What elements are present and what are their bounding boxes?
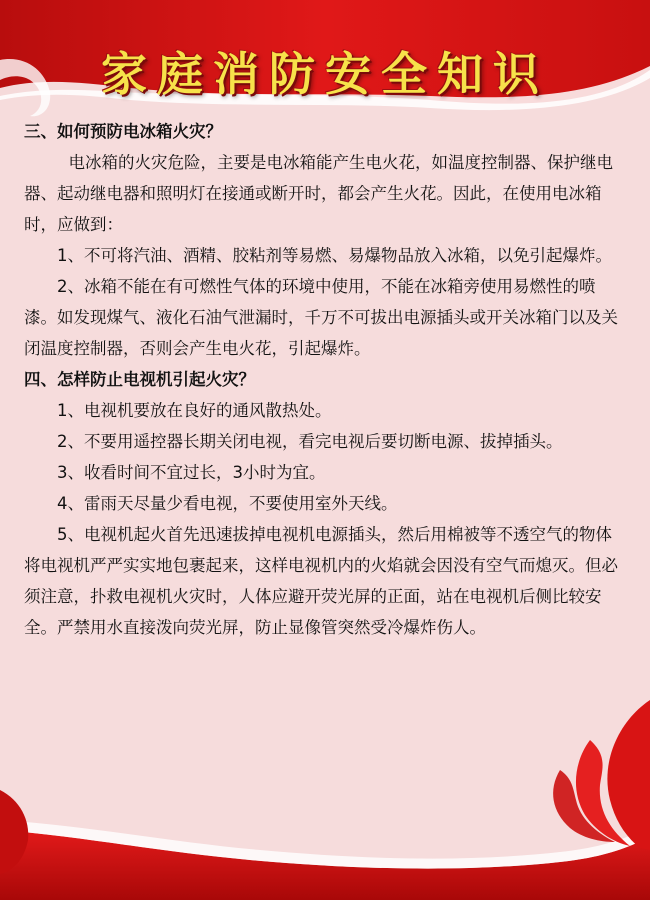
paragraph: 1、不可将汽油、酒精、胶粘剂等易燃、易爆物品放入冰箱，以免引起爆炸。	[57, 246, 612, 265]
section-heading: 四、怎样防止电视机引起火灾？	[24, 370, 255, 389]
page-title: 家庭消防安全知识	[101, 47, 549, 101]
paragraph: 4、雷雨天尽量少看电视，不要使用室外天线。	[57, 494, 398, 513]
paragraph: 1、电视机要放在良好的通风散热处。	[57, 401, 332, 420]
paragraph: 2、冰箱不能在有可燃性气体的环境中使用，不能在冰箱旁使用易燃性的喷漆。如发现煤气、液化石油气泄漏时，千万不可拔出电源插头或开关冰箱门以及关闭温度控制器，否则会产生电火花，引起爆炸。	[24, 277, 618, 358]
section-heading: 三、如何预防电冰箱火灾？	[24, 122, 222, 141]
paragraph: 5、电视机起火首先迅速拔掉电视机电源插头，然后用棉被等不透空气的物体将电视机严严实实地包裹起来，这样电视机内的火焰就会因没有空气而熄灭。但必须注意，扑救电视机火灾时，人体应避开荧光屏的正面，站在电视机后侧比较安全。严禁用水直接泼向荧光屏，防止显像管突然受冷爆炸伤人。	[24, 525, 618, 637]
document-body	[24, 116, 628, 643]
paragraph: 3、收看时间不宜过长，3小时为宜。	[57, 463, 326, 482]
paragraph: 电冰箱的火灾危险，主要是电冰箱能产生电火花，如温度控制器、保护继电器、起动继电器和照明灯在接通或断开时，都会产生火花。因此，在使用电冰箱时，应做到：	[24, 153, 614, 234]
paragraph: 2、不要用遥控器长期关闭电视，看完电视后要切断电源、拔掉插头。	[57, 432, 563, 451]
